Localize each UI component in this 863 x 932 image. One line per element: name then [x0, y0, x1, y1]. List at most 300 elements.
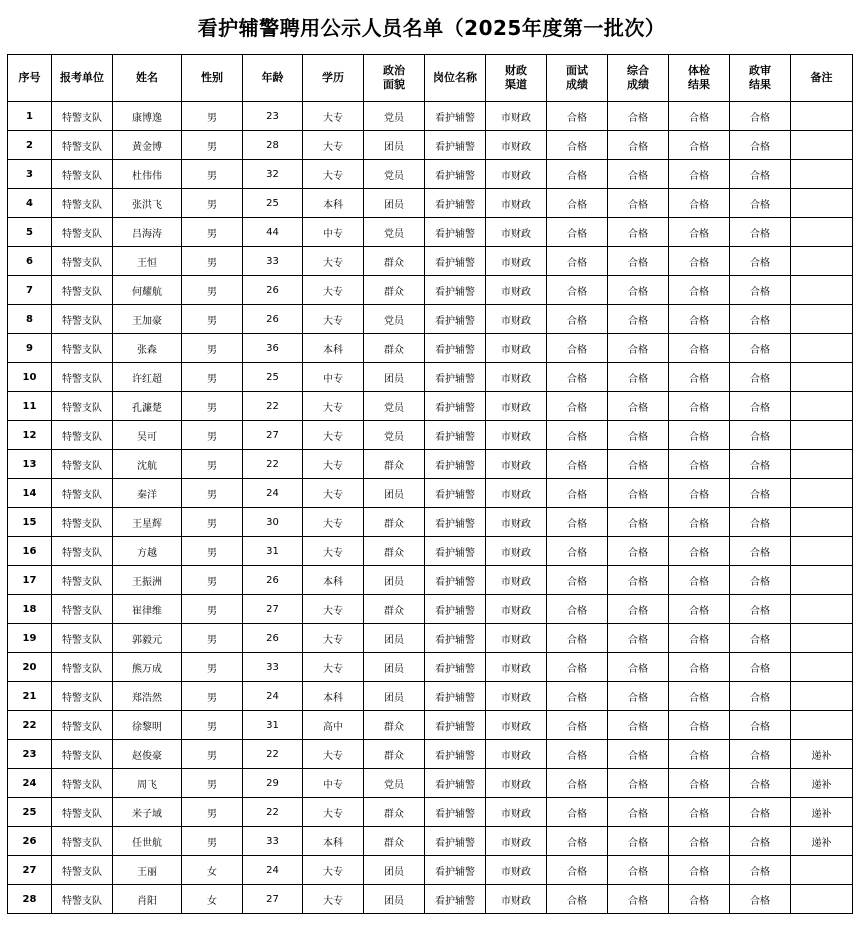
cell-review: 合格 [730, 131, 791, 160]
cell-remarks [791, 682, 853, 711]
cell-interview: 合格 [547, 827, 608, 856]
cell-education: 大专 [303, 595, 364, 624]
cell-physical: 合格 [669, 363, 730, 392]
cell-physical: 合格 [669, 102, 730, 131]
cell-physical: 合格 [669, 682, 730, 711]
cell-interview: 合格 [547, 537, 608, 566]
cell-physical: 合格 [669, 885, 730, 914]
cell-overall: 合格 [608, 218, 669, 247]
cell-gender: 男 [182, 769, 243, 798]
cell-name: 郭毅元 [113, 624, 182, 653]
page-title: 看护辅警聘用公示人员名单（2025年度第一批次） [197, 16, 666, 40]
cell-seq: 8 [8, 305, 52, 334]
cell-gender: 男 [182, 508, 243, 537]
cell-political: 群众 [364, 740, 425, 769]
cell-remarks [791, 421, 853, 450]
cell-political: 群众 [364, 798, 425, 827]
cell-unit: 特警支队 [52, 102, 113, 131]
cell-finance: 市财政 [486, 856, 547, 885]
cell-gender: 男 [182, 102, 243, 131]
cell-remarks [791, 653, 853, 682]
column-header-education: 学历 [303, 55, 364, 102]
table-row [8, 508, 853, 537]
cell-gender: 男 [182, 131, 243, 160]
cell-unit: 特警支队 [52, 421, 113, 450]
cell-education: 大专 [303, 160, 364, 189]
cell-position: 看护辅警 [425, 102, 486, 131]
cell-age: 32 [243, 160, 303, 189]
cell-name: 杜伟伟 [113, 160, 182, 189]
cell-interview: 合格 [547, 508, 608, 537]
cell-unit: 特警支队 [52, 798, 113, 827]
cell-remarks [791, 566, 853, 595]
column-header-review: 政审 结果 [730, 55, 791, 102]
cell-unit: 特警支队 [52, 189, 113, 218]
cell-age: 22 [243, 450, 303, 479]
cell-gender: 男 [182, 595, 243, 624]
cell-political: 团员 [364, 682, 425, 711]
table-row [8, 131, 853, 160]
cell-unit: 特警支队 [52, 247, 113, 276]
cell-age: 25 [243, 363, 303, 392]
cell-overall: 合格 [608, 711, 669, 740]
cell-education: 本科 [303, 827, 364, 856]
table-row [8, 247, 853, 276]
cell-name: 王恒 [113, 247, 182, 276]
cell-seq: 6 [8, 247, 52, 276]
cell-gender: 男 [182, 218, 243, 247]
cell-remarks: 递补 [791, 740, 853, 769]
cell-remarks [791, 131, 853, 160]
cell-education: 大专 [303, 392, 364, 421]
cell-unit: 特警支队 [52, 682, 113, 711]
cell-review: 合格 [730, 682, 791, 711]
cell-finance: 市财政 [486, 102, 547, 131]
column-header-name: 姓名 [113, 55, 182, 102]
cell-review: 合格 [730, 624, 791, 653]
cell-finance: 市财政 [486, 334, 547, 363]
cell-review: 合格 [730, 595, 791, 624]
cell-age: 24 [243, 479, 303, 508]
cell-age: 27 [243, 595, 303, 624]
header-row [8, 55, 853, 102]
cell-interview: 合格 [547, 769, 608, 798]
cell-remarks [791, 160, 853, 189]
cell-review: 合格 [730, 305, 791, 334]
cell-remarks [791, 450, 853, 479]
cell-age: 31 [243, 711, 303, 740]
column-header-interview: 面试 成绩 [547, 55, 608, 102]
cell-gender: 男 [182, 450, 243, 479]
cell-position: 看护辅警 [425, 566, 486, 595]
cell-review: 合格 [730, 160, 791, 189]
cell-physical: 合格 [669, 595, 730, 624]
column-header-seq: 序号 [8, 55, 52, 102]
table-row [8, 856, 853, 885]
column-header-age: 年龄 [243, 55, 303, 102]
cell-education: 本科 [303, 682, 364, 711]
table-row [8, 595, 853, 624]
cell-name: 王丽 [113, 856, 182, 885]
cell-overall: 合格 [608, 247, 669, 276]
cell-overall: 合格 [608, 305, 669, 334]
cell-political: 团员 [364, 653, 425, 682]
cell-political: 群众 [364, 508, 425, 537]
cell-finance: 市财政 [486, 508, 547, 537]
cell-gender: 男 [182, 682, 243, 711]
cell-overall: 合格 [608, 276, 669, 305]
table-row [8, 276, 853, 305]
cell-position: 看护辅警 [425, 595, 486, 624]
cell-interview: 合格 [547, 740, 608, 769]
cell-name: 米子域 [113, 798, 182, 827]
table-row [8, 450, 853, 479]
cell-name: 秦洋 [113, 479, 182, 508]
cell-position: 看护辅警 [425, 769, 486, 798]
cell-interview: 合格 [547, 856, 608, 885]
table-header [8, 55, 853, 102]
cell-gender: 男 [182, 827, 243, 856]
cell-overall: 合格 [608, 479, 669, 508]
cell-age: 26 [243, 305, 303, 334]
table-row [8, 653, 853, 682]
table-row [8, 711, 853, 740]
table-row [8, 479, 853, 508]
cell-political: 群众 [364, 595, 425, 624]
cell-remarks [791, 392, 853, 421]
cell-name: 王星辉 [113, 508, 182, 537]
cell-unit: 特警支队 [52, 595, 113, 624]
cell-remarks [791, 334, 853, 363]
cell-name: 任世航 [113, 827, 182, 856]
cell-physical: 合格 [669, 624, 730, 653]
cell-physical: 合格 [669, 305, 730, 334]
cell-age: 25 [243, 189, 303, 218]
table-row [8, 885, 853, 914]
cell-political: 团员 [364, 566, 425, 595]
cell-name: 郑浩然 [113, 682, 182, 711]
cell-name: 赵俊豪 [113, 740, 182, 769]
cell-education: 大专 [303, 479, 364, 508]
cell-interview: 合格 [547, 189, 608, 218]
cell-name: 许红超 [113, 363, 182, 392]
cell-unit: 特警支队 [52, 508, 113, 537]
cell-gender: 男 [182, 421, 243, 450]
cell-unit: 特警支队 [52, 363, 113, 392]
cell-review: 合格 [730, 247, 791, 276]
cell-unit: 特警支队 [52, 566, 113, 595]
column-header-political: 政治 面貌 [364, 55, 425, 102]
cell-gender: 男 [182, 653, 243, 682]
cell-position: 看护辅警 [425, 740, 486, 769]
cell-review: 合格 [730, 334, 791, 363]
cell-overall: 合格 [608, 450, 669, 479]
cell-unit: 特警支队 [52, 856, 113, 885]
column-header-unit: 报考单位 [52, 55, 113, 102]
cell-position: 看护辅警 [425, 537, 486, 566]
cell-education: 中专 [303, 769, 364, 798]
cell-name: 熊万成 [113, 653, 182, 682]
cell-remarks [791, 624, 853, 653]
cell-position: 看护辅警 [425, 131, 486, 160]
cell-seq: 13 [8, 450, 52, 479]
cell-finance: 市财政 [486, 711, 547, 740]
table-row [8, 160, 853, 189]
cell-name: 沈航 [113, 450, 182, 479]
cell-remarks [791, 856, 853, 885]
cell-gender: 男 [182, 537, 243, 566]
cell-finance: 市财政 [486, 450, 547, 479]
cell-political: 团员 [364, 856, 425, 885]
cell-physical: 合格 [669, 508, 730, 537]
cell-age: 44 [243, 218, 303, 247]
cell-seq: 7 [8, 276, 52, 305]
cell-finance: 市财政 [486, 421, 547, 450]
cell-seq: 28 [8, 885, 52, 914]
cell-position: 看护辅警 [425, 827, 486, 856]
cell-age: 27 [243, 421, 303, 450]
cell-physical: 合格 [669, 566, 730, 595]
cell-physical: 合格 [669, 827, 730, 856]
cell-political: 群众 [364, 334, 425, 363]
cell-review: 合格 [730, 189, 791, 218]
cell-review: 合格 [730, 392, 791, 421]
cell-seq: 24 [8, 769, 52, 798]
cell-position: 看护辅警 [425, 363, 486, 392]
cell-gender: 男 [182, 740, 243, 769]
cell-review: 合格 [730, 856, 791, 885]
cell-overall: 合格 [608, 334, 669, 363]
cell-seq: 11 [8, 392, 52, 421]
cell-finance: 市财政 [486, 566, 547, 595]
cell-physical: 合格 [669, 798, 730, 827]
cell-finance: 市财政 [486, 682, 547, 711]
cell-interview: 合格 [547, 247, 608, 276]
cell-gender: 男 [182, 334, 243, 363]
column-header-physical: 体检 结果 [669, 55, 730, 102]
cell-seq: 26 [8, 827, 52, 856]
cell-position: 看护辅警 [425, 160, 486, 189]
cell-position: 看护辅警 [425, 479, 486, 508]
cell-remarks [791, 218, 853, 247]
cell-finance: 市财政 [486, 798, 547, 827]
cell-political: 党员 [364, 769, 425, 798]
cell-remarks: 递补 [791, 769, 853, 798]
cell-overall: 合格 [608, 508, 669, 537]
cell-interview: 合格 [547, 102, 608, 131]
cell-name: 王振洲 [113, 566, 182, 595]
cell-remarks [791, 479, 853, 508]
cell-overall: 合格 [608, 740, 669, 769]
cell-unit: 特警支队 [52, 711, 113, 740]
cell-review: 合格 [730, 769, 791, 798]
cell-name: 黄金博 [113, 131, 182, 160]
cell-overall: 合格 [608, 537, 669, 566]
cell-interview: 合格 [547, 363, 608, 392]
cell-political: 团员 [364, 479, 425, 508]
cell-physical: 合格 [669, 189, 730, 218]
table-row [8, 566, 853, 595]
cell-seq: 23 [8, 740, 52, 769]
table-row [8, 827, 853, 856]
cell-finance: 市财政 [486, 595, 547, 624]
cell-interview: 合格 [547, 711, 608, 740]
cell-gender: 男 [182, 363, 243, 392]
cell-remarks [791, 508, 853, 537]
cell-education: 大专 [303, 131, 364, 160]
cell-education: 本科 [303, 189, 364, 218]
cell-overall: 合格 [608, 566, 669, 595]
cell-overall: 合格 [608, 363, 669, 392]
cell-name: 徐黎明 [113, 711, 182, 740]
cell-physical: 合格 [669, 247, 730, 276]
cell-name: 康博逸 [113, 102, 182, 131]
cell-seq: 21 [8, 682, 52, 711]
cell-position: 看护辅警 [425, 276, 486, 305]
cell-political: 群众 [364, 711, 425, 740]
cell-interview: 合格 [547, 566, 608, 595]
cell-position: 看护辅警 [425, 450, 486, 479]
cell-review: 合格 [730, 508, 791, 537]
cell-review: 合格 [730, 479, 791, 508]
cell-name: 王加豪 [113, 305, 182, 334]
cell-unit: 特警支队 [52, 740, 113, 769]
cell-position: 看护辅警 [425, 711, 486, 740]
cell-seq: 15 [8, 508, 52, 537]
cell-education: 大专 [303, 450, 364, 479]
cell-interview: 合格 [547, 798, 608, 827]
cell-remarks [791, 711, 853, 740]
column-header-position: 岗位名称 [425, 55, 486, 102]
cell-age: 31 [243, 537, 303, 566]
cell-remarks [791, 247, 853, 276]
cell-position: 看护辅警 [425, 421, 486, 450]
cell-education: 大专 [303, 508, 364, 537]
cell-remarks [791, 537, 853, 566]
cell-name: 何耀航 [113, 276, 182, 305]
cell-review: 合格 [730, 102, 791, 131]
cell-position: 看护辅警 [425, 305, 486, 334]
cell-education: 大专 [303, 798, 364, 827]
cell-finance: 市财政 [486, 218, 547, 247]
cell-seq: 25 [8, 798, 52, 827]
cell-finance: 市财政 [486, 740, 547, 769]
cell-education: 高中 [303, 711, 364, 740]
cell-seq: 17 [8, 566, 52, 595]
table-body [8, 102, 853, 914]
cell-position: 看护辅警 [425, 798, 486, 827]
cell-position: 看护辅警 [425, 885, 486, 914]
cell-unit: 特警支队 [52, 160, 113, 189]
cell-education: 本科 [303, 334, 364, 363]
cell-review: 合格 [730, 450, 791, 479]
cell-remarks [791, 276, 853, 305]
cell-gender: 男 [182, 305, 243, 334]
cell-political: 党员 [364, 160, 425, 189]
cell-interview: 合格 [547, 450, 608, 479]
cell-remarks: 递补 [791, 798, 853, 827]
column-header-gender: 性别 [182, 55, 243, 102]
cell-interview: 合格 [547, 334, 608, 363]
cell-review: 合格 [730, 421, 791, 450]
table-row [8, 798, 853, 827]
cell-interview: 合格 [547, 160, 608, 189]
cell-position: 看护辅警 [425, 334, 486, 363]
cell-review: 合格 [730, 363, 791, 392]
cell-physical: 合格 [669, 711, 730, 740]
cell-finance: 市财政 [486, 885, 547, 914]
cell-physical: 合格 [669, 740, 730, 769]
cell-interview: 合格 [547, 595, 608, 624]
cell-interview: 合格 [547, 885, 608, 914]
cell-review: 合格 [730, 218, 791, 247]
cell-interview: 合格 [547, 421, 608, 450]
cell-unit: 特警支队 [52, 624, 113, 653]
cell-finance: 市财政 [486, 363, 547, 392]
cell-physical: 合格 [669, 856, 730, 885]
cell-unit: 特警支队 [52, 537, 113, 566]
cell-education: 中专 [303, 363, 364, 392]
cell-unit: 特警支队 [52, 392, 113, 421]
cell-interview: 合格 [547, 276, 608, 305]
cell-overall: 合格 [608, 392, 669, 421]
cell-political: 团员 [364, 624, 425, 653]
cell-unit: 特警支队 [52, 885, 113, 914]
cell-review: 合格 [730, 798, 791, 827]
cell-unit: 特警支队 [52, 305, 113, 334]
table-row [8, 769, 853, 798]
cell-overall: 合格 [608, 827, 669, 856]
cell-seq: 14 [8, 479, 52, 508]
cell-political: 团员 [364, 363, 425, 392]
cell-finance: 市财政 [486, 653, 547, 682]
cell-age: 22 [243, 392, 303, 421]
cell-gender: 女 [182, 856, 243, 885]
cell-age: 33 [243, 653, 303, 682]
table-row [8, 421, 853, 450]
cell-unit: 特警支队 [52, 479, 113, 508]
table-row [8, 334, 853, 363]
cell-review: 合格 [730, 885, 791, 914]
cell-review: 合格 [730, 827, 791, 856]
cell-physical: 合格 [669, 131, 730, 160]
cell-education: 中专 [303, 218, 364, 247]
cell-overall: 合格 [608, 682, 669, 711]
cell-finance: 市财政 [486, 160, 547, 189]
cell-finance: 市财政 [486, 392, 547, 421]
cell-physical: 合格 [669, 769, 730, 798]
cell-finance: 市财政 [486, 305, 547, 334]
cell-education: 大专 [303, 885, 364, 914]
cell-education: 大专 [303, 305, 364, 334]
cell-physical: 合格 [669, 479, 730, 508]
cell-physical: 合格 [669, 218, 730, 247]
cell-physical: 合格 [669, 334, 730, 363]
cell-seq: 20 [8, 653, 52, 682]
cell-finance: 市财政 [486, 131, 547, 160]
cell-interview: 合格 [547, 305, 608, 334]
cell-age: 36 [243, 334, 303, 363]
cell-age: 33 [243, 827, 303, 856]
cell-political: 团员 [364, 131, 425, 160]
column-header-remarks: 备注 [791, 55, 853, 102]
cell-interview: 合格 [547, 218, 608, 247]
cell-overall: 合格 [608, 624, 669, 653]
cell-political: 党员 [364, 102, 425, 131]
cell-position: 看护辅警 [425, 856, 486, 885]
cell-age: 24 [243, 856, 303, 885]
cell-name: 吴可 [113, 421, 182, 450]
